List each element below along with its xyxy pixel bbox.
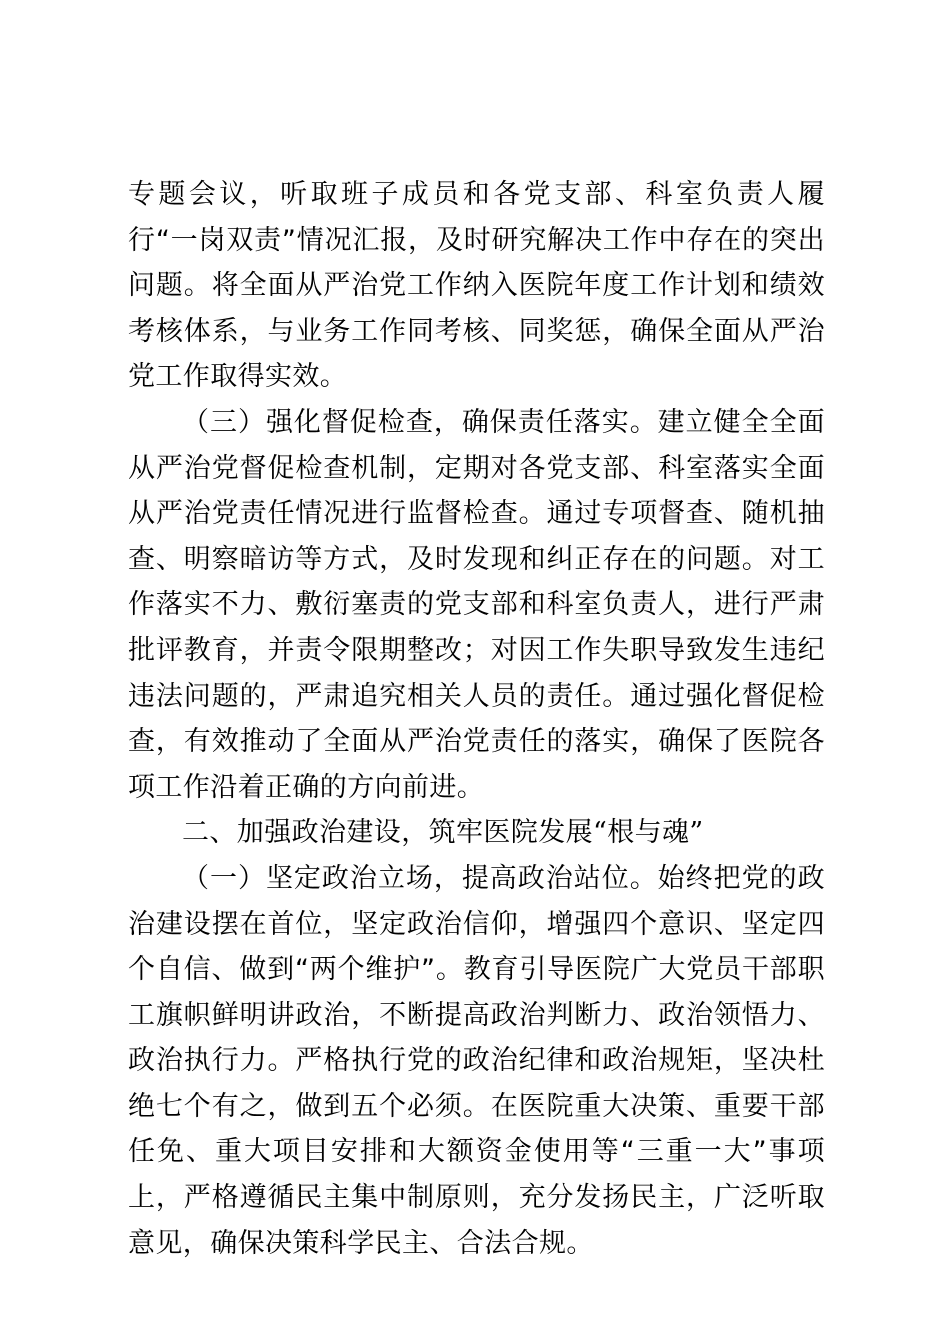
- document-body: [128, 172, 825, 1266]
- section-heading: 二、加强政治建设，筑牢医院发展“根与魂”: [182, 817, 704, 849]
- paragraph-political-stance: （一）坚定政治立场，提高政治站位。始终把党的政治建设摆在首位，坚定政治信仰，增强四个意识、坚定四个自信、做到“两个维护”。教育引导医院广大党员干部职工旗帜鲜明讲政治，不断提高政治判断力、政治领悟力、政治执行力。严格执行党的政治纪律和政治规矩，坚决杜绝七个有之，做到五个必须。在医院重大决策、重要干部任免、重大项目安排和大额资金使用等“三重一大”事项上，严格遵循民主集中制原则，充分发扬民主，广泛听取意见，确保决策科学民主、合法合规。: [128, 862, 825, 1259]
- paragraph-supervision: （三）强化督促检查，确保责任落实。建立健全全面从严治党督促检查机制，定期对各党支部、科室落实全面从严治党责任情况进行监督检查。通过专项督查、随机抽查、明察暗访等方式，及时发现和纠正存在的问题。对工作落实不力、敷衍塞责的党支部和科室负责人，进行严肃批评教育，并责令限期整改；对因工作失职导致发生违纪违法问题的，严肃追究相关人员的责任。通过强化督促检查，有效推动了全面从严治党责任的落实，确保了医院各项工作沿着正确的方向前进。: [128, 406, 825, 803]
- paragraph-continuation: 专题会议，听取班子成员和各党支部、科室负责人履行“一岗双责”情况汇报，及时研究解决工作中存在的突出问题。将全面从严治党工作纳入医院年度工作计划和绩效考核体系，与业务工作同考核、同奖惩，确保全面从严治党工作取得实效。: [128, 179, 825, 393]
